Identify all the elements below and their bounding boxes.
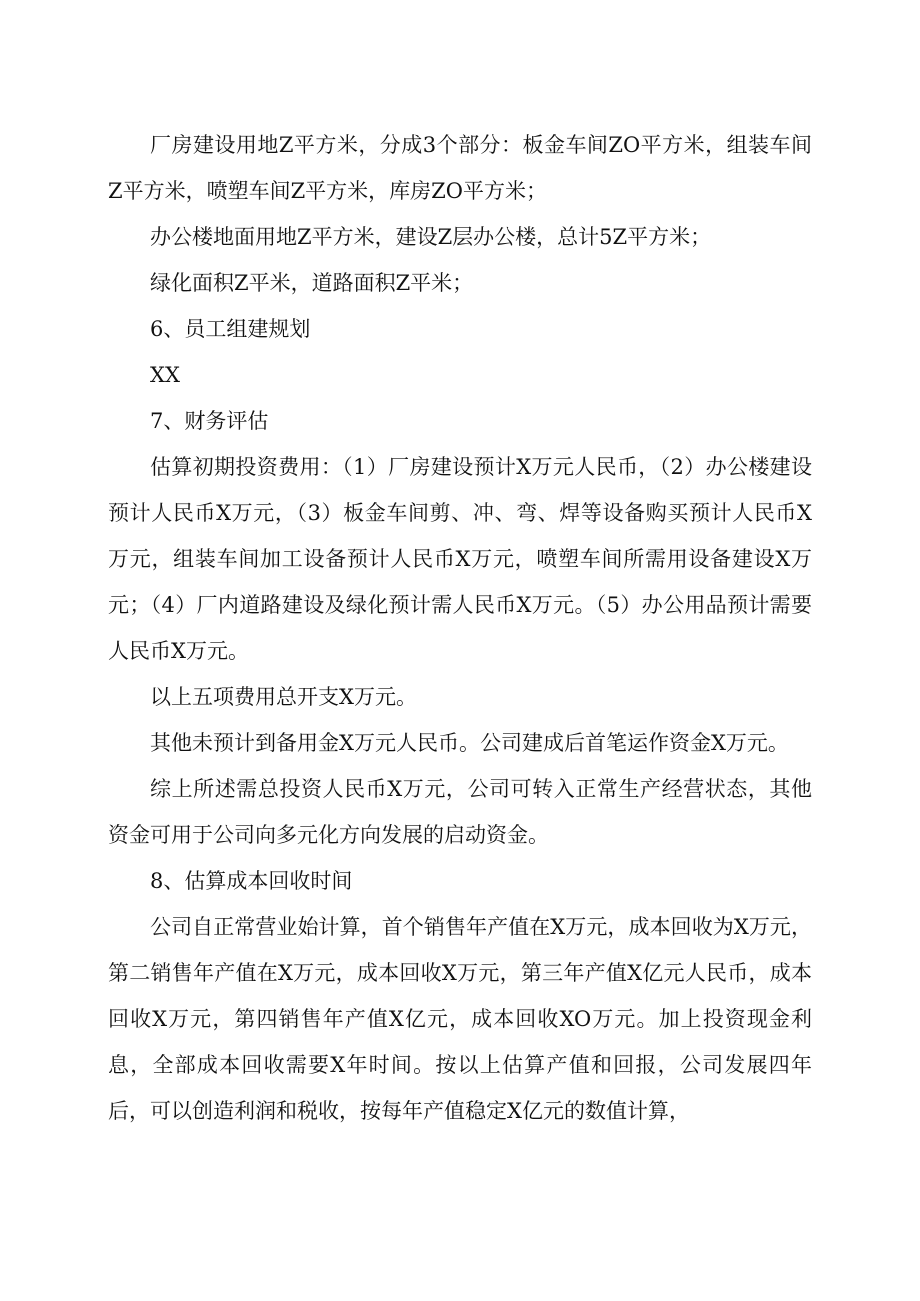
paragraph-staff-plan-content: XX: [150, 363, 180, 387]
heading-staff-plan: 6、员工组建规划: [150, 317, 311, 341]
document-body: [108, 122, 812, 1134]
heading-cost-recovery: 8、估算成本回收时间: [150, 869, 353, 893]
paragraph-green-road-area: 绿化面积Z平米，道路面积Z平米；: [150, 271, 474, 295]
paragraph-investment-summary: 综上所述需总投资人民币X万元，公司可转入正常生产经营状态，其他资金可用于公司向多元化方向发展的启动资金。: [108, 777, 812, 847]
paragraph-total-expense: 以上五项费用总开支X万元。: [150, 685, 417, 709]
paragraph-initial-investment: 估算初期投资费用：（1）厂房建设预计X万元人民币，（2）办公楼建设预计人民币X万元，（3）板金车间剪、冲、弯、焊等设备购买预计人民币X万元，组装车间加工设备预计人民币X万元，喷塑车间所需用设备建设X万元；（4）厂内道路建设及绿化预计需人民币X万元。（5）办公用品预计需要人民币X万元。: [108, 455, 812, 663]
paragraph-reserve-fund: 其他未预计到备用金X万元人民币。公司建成后首笔运作资金X万元。: [150, 731, 789, 755]
heading-financial-assessment: 7、财务评估: [150, 409, 269, 433]
paragraph-plant-land: 厂房建设用地Z平方米，分成3个部分：板金车间ZO平方米，组装车间Z平方米，喷塑车间Z平方米，库房ZO平方米；: [108, 133, 812, 203]
paragraph-cost-recovery-content: 公司自正常营业始计算，首个销售年产值在X万元，成本回收为X万元，第二销售年产值在X万元，成本回收X万元，第三年产值X亿元人民币，成本回收X万元，第四销售年产值X亿元，成本回收XO万元。加上投资现金利息，全部成本回收需要X年时间。按以上估算产值和回报，公司发展四年后，可以创造利润和税收，按每年产值稳定X亿元的数值计算，: [108, 915, 812, 1123]
paragraph-office-land: 办公楼地面用地Z平方米，建设Z层办公楼，总计5Z平方米；: [150, 225, 712, 249]
